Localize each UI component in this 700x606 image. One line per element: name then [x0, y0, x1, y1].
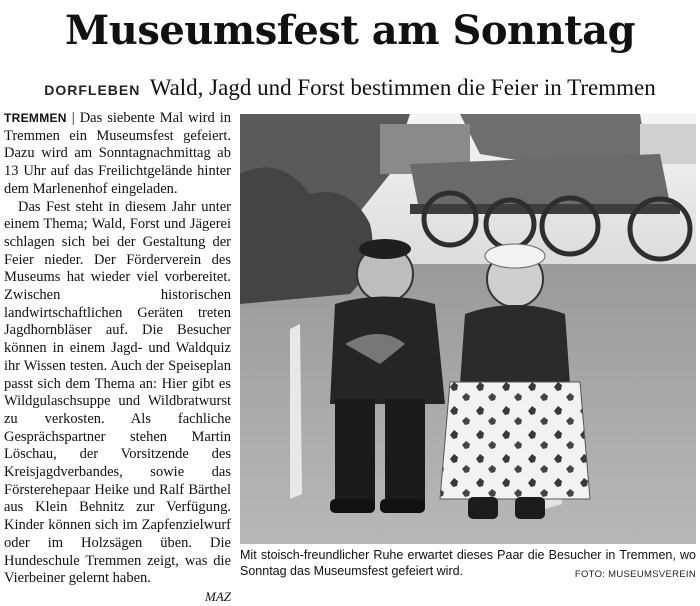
kicker: DORFLEBEN — [44, 82, 141, 98]
paragraph-1-text: Das siebente Mal wird in Tremmen ein Museumsfest gefeiert. Dazu wird am Sonntagnachmittag ab 13 Uhr auf das Freilichtgelände hinter dem Marlenenhof eingeladen. — [4, 110, 232, 197]
author: MAZ — [205, 589, 231, 605]
dateline-separator: | — [71, 110, 75, 126]
subheadline-text: Wald, Jagd und Forst bestimmen die Feier in Tremmen — [149, 75, 656, 100]
headline: Museumsfest am Sonntag — [64, 7, 636, 54]
article-body — [4, 110, 231, 606]
paragraph-first — [4, 110, 231, 199]
bench-left — [290, 324, 302, 499]
photo-credit: FOTO: MUSEUMSVEREIN — [574, 569, 696, 580]
dateline: TREMMEN — [4, 111, 67, 125]
paragraph-second — [4, 199, 231, 588]
author-line — [4, 588, 231, 606]
subheadline — [0, 74, 700, 104]
paragraph-2-text: Das Fest steht in diesem Jahr unter einem Thema; Wald, Forst und Jägerei schlagen sich bei der Gestaltung der Feier nieder. Der Förderverein des Museums hat wieder viel vorbereitet. Zwischen historischen landwirtschaftlichen Geräten treten Jagdhornbläser auf. Die Besucher können in einem Jagd- und Waldquiz ihr Wissen testen. Auch der Speiseplan passt sich dem Thema an: Hier gibt es Wildgulaschsuppe und Wildbratwurst zu verkosten. Als fachliche Gesprächspartner stehen Martin Löschau, der Vorsitzende des Kreisjagdverbandes, sowie das Försterehepaar Heike und Ralf Bärthel aus Klein Behnitz zur Verfügung. Kinder können sich im Zapfenzielwurf oder im Holzsägen üben. Die Hundeschule Tremmen zeigt, was die Vierbeiner gelernt haben. — [4, 198, 231, 587]
photo-caption: Mit stoisch-freundlicher Ruhe erwartet dieses Paar die Besucher in Tremmen, wo Sonntag das Museumsfest gefeiert wird. — [240, 548, 696, 578]
article-photo — [240, 114, 696, 544]
photo-illustration — [240, 114, 696, 544]
